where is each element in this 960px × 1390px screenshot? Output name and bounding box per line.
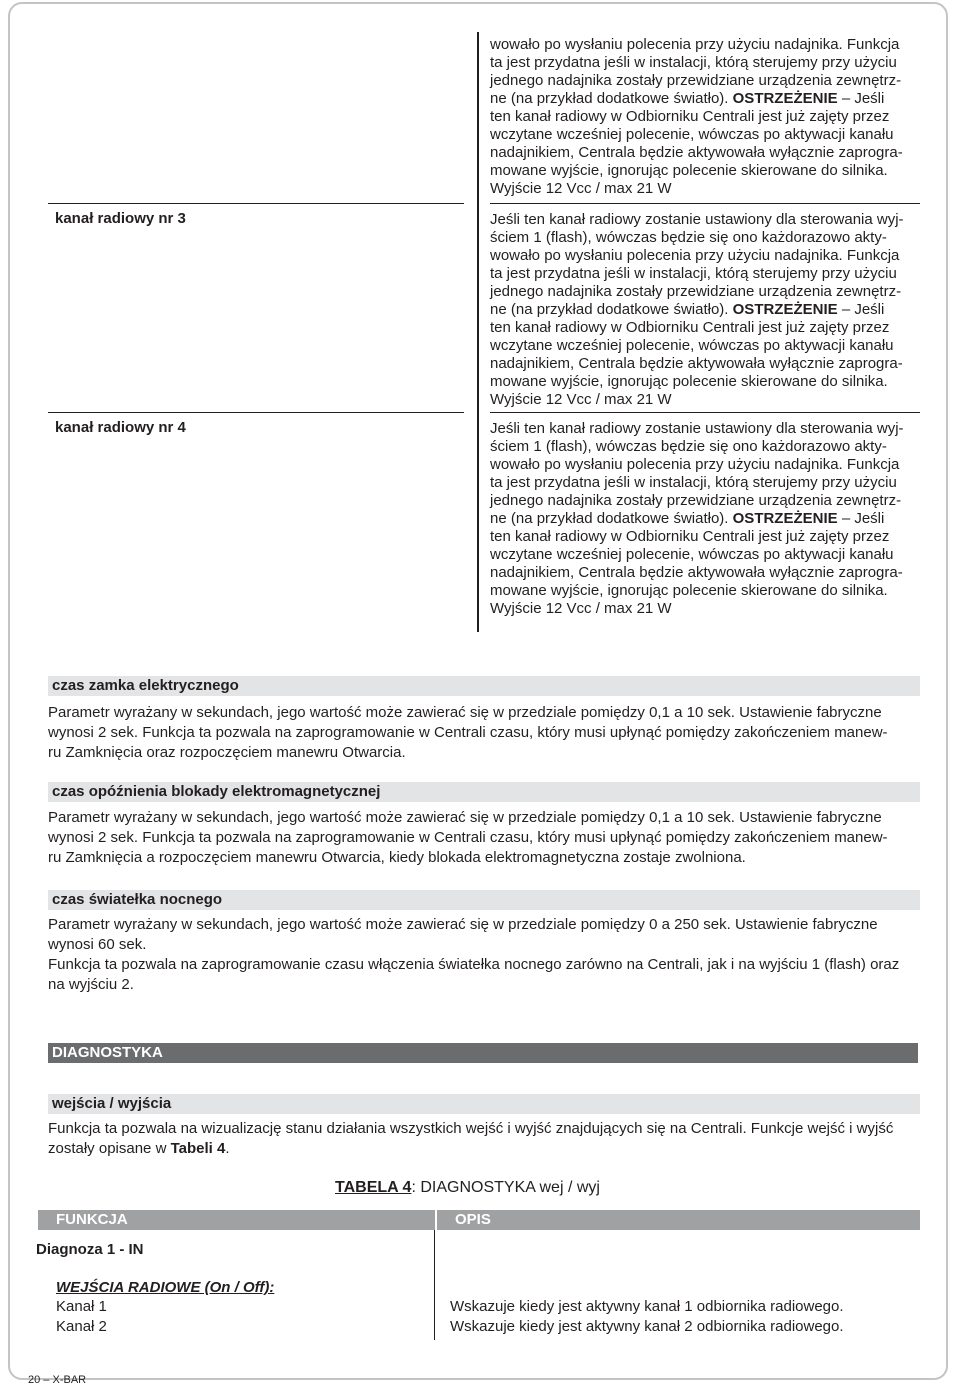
table-caption [335,1178,600,1198]
text-line: jednego nadajnika zostały przewidziane urządzenia zewnętrz- [490,72,902,89]
text-line: Funkcja ta pozwala na wizualizację stanu działania wszystkich wejść i wyjść znajdujących się na Centrali. Funkcje wejść i wyjść [48,1120,894,1137]
text-line: wowało po wysłaniu polecenia przy użyciu nadajnika. Funkcja [490,456,900,473]
text-line: ten kanał radiowy w Odbiorniku Centrali jest już zajęty przez [490,108,890,125]
section-text-electromagnetic-lock-delay [48,808,920,868]
text-fragment: zostały opisane w [48,1140,171,1157]
table-caption-number: TABELA 4 [335,1179,412,1196]
text-line: wynosi 2 sek. Funkcja ta pozwala na zaprogramowanie w Centrali czasu, który musi upłynąć pomiędzy zakończeniem manew- [48,829,888,846]
text-line: jednego nadajnika zostały przewidziane urządzenia zewnętrz- [490,492,902,509]
text-line: Wyjście 12 Vcc / max 21 W [490,180,672,197]
section-title-inputs-outputs: wejścia / wyjścia [48,1094,920,1114]
section-text-electric-lock-time [48,703,920,763]
product-name: X-BAR [52,1374,87,1386]
text-fragment: – Jeśli [837,301,885,318]
text-line: nadajnikiem, Centrala będzie aktywowała wyłącznie zaprogra- [490,355,903,372]
column-divider [477,32,479,632]
text-line: Jeśli ten kanał radiowy zostanie ustawiony dla sterowania wyj- [490,420,904,437]
text-line: wczytane wcześniej polecenie, wówczas po aktywacji kanału [490,126,894,143]
text-line [490,301,922,319]
text-line: wczytane wcześniej polecenie, wówczas po aktywacji kanału [490,546,894,563]
text-line: mowane wyjście, ignorując polecenie skierowane do silnika. [490,162,888,179]
text-line [490,90,922,108]
section-text-night-light-time [48,915,920,995]
text-line: ta jest przydatna jeśli w instalacji, którą sterujemy przy użyciu [490,474,897,491]
section-text-inputs-outputs [48,1119,920,1159]
text-line: ru Zamknięcia a rozpoczęciem manewru Otwarcia, kiedy blokada elektromagnetyczna zostaje zwolniona. [48,849,746,866]
row-separator [48,412,464,413]
text-line: Parametr wyrażany w sekundach, jego wartość może zawierać się w przedziale pomiędzy 0,1 a 10 sek. Ustawienie fabryczne [48,809,882,826]
text-fragment: ne (na przykład dodatkowe światło). [490,90,729,107]
text-line: ten kanał radiowy w Odbiorniku Centrali jest już zajęty przez [490,528,890,545]
text-line: mowane wyjście, ignorując polecenie skierowane do silnika. [490,373,888,390]
table-item-description: Wskazuje kiedy jest aktywny kanał 2 odbiornika radiowego. [450,1318,844,1335]
text-line: wczytane wcześniej polecenie, wówczas po aktywacji kanału [490,337,894,354]
text-line: wynosi 2 sek. Funkcja ta pozwala na zaprogramowanie w Centrali czasu, który musi upłynąć pomiędzy zakończeniem manew- [48,724,888,741]
text-line: Wyjście 12 Vcc / max 21 W [490,391,672,408]
text-line: ru Zamknięcia oraz rozpoczęciem manewru Otwarcia. [48,744,406,761]
text-fragment: ne (na przykład dodatkowe światło). [490,301,729,318]
channel-4-description [490,420,922,618]
text-line [48,1139,920,1159]
table-column-divider [434,1230,435,1340]
table-header-description: OPIS [437,1210,920,1230]
channel-3-label: kanał radiowy nr 3 [55,210,186,227]
table-caption-title: : DIAGNOSTYKA wej / wyj [411,1179,600,1196]
channel-3-description [490,211,922,409]
row-separator [48,203,464,204]
text-line: na wyjściu 2. [48,976,134,993]
text-line [490,510,922,528]
table-item-name: Kanał 1 [56,1298,107,1315]
warning-label: OSTRZEŻENIE [732,90,838,107]
table-item-description: Wskazuje kiedy jest aktywny kanał 1 odbiornika radiowego. [450,1298,844,1315]
diagnostics-header: DIAGNOSTYKA [48,1043,918,1063]
page-footer [28,1374,86,1387]
text-line: ta jest przydatna jeśli w instalacji, którą sterujemy przy użyciu [490,265,897,282]
channel-4-label: kanał radiowy nr 4 [55,419,186,436]
page-number: 20 [28,1374,41,1386]
text-line: Funkcja ta pozwala na zaprogramowanie czasu włączenia światełka nocnego zarówno na Centrali, jak i na wyjściu 1 (flash) oraz [48,956,900,973]
table-reference: Tabeli 4 [170,1140,226,1157]
table-group-title: WEJŚCIA RADIOWE (On / Off): [56,1279,275,1296]
text-line: Jeśli ten kanał radiowy zostanie ustawiony dla sterowania wyj- [490,211,904,228]
text-fragment: – Jeśli [837,90,885,107]
text-line: ściem 1 (flash), wówczas będzie się ono każdorazowo akty- [490,229,887,246]
text-line: jednego nadajnika zostały przewidziane urządzenia zewnętrz- [490,283,902,300]
table-header-function: FUNKCJA [38,1210,435,1230]
warning-label: OSTRZEŻENIE [732,510,838,527]
table-row-title: Diagnoza 1 - IN [36,1241,144,1258]
text-line: ściem 1 (flash), wówczas będzie się ono każdorazowo akty- [490,438,887,455]
warning-label: OSTRZEŻENIE [732,301,838,318]
row-separator [490,412,920,413]
text-line: ten kanał radiowy w Odbiorniku Centrali jest już zajęty przez [490,319,890,336]
text-line: Parametr wyrażany w sekundach, jego wartość może zawierać się w przedziale pomiędzy 0,1 a 10 sek. Ustawienie fabryczne [48,704,882,721]
section-title-electromagnetic-lock-delay: czas opóźnienia blokady elektromagnetycznej [48,782,920,802]
text-fragment: ne (na przykład dodatkowe światło). [490,510,729,527]
text-line: ta jest przydatna jeśli w instalacji, którą sterujemy przy użyciu [490,54,897,71]
text-line: nadajnikiem, Centrala będzie aktywowała wyłącznie zaprogra- [490,144,903,161]
text-line: Parametr wyrażany w sekundach, jego wartość może zawierać się w przedziale pomiędzy 0 a 250 sek. Ustawienie fabryczne [48,916,878,933]
text-line: wynosi 60 sek. [48,936,147,953]
text-line: mowane wyjście, ignorując polecenie skierowane do silnika. [490,582,888,599]
text-fragment: . [225,1140,230,1157]
section-title-night-light-time: czas światełka nocnego [48,890,920,910]
table-item-name: Kanał 2 [56,1318,107,1335]
text-line: wowało po wysłaniu polecenia przy użyciu nadajnika. Funkcja [490,36,900,53]
row-separator [490,203,920,204]
channel-2-description [490,36,922,198]
text-line: nadajnikiem, Centrala będzie aktywowała wyłącznie zaprogra- [490,564,903,581]
footer-separator: – [40,1374,53,1386]
section-title-electric-lock-time: czas zamka elektrycznego [48,676,920,696]
text-line: Wyjście 12 Vcc / max 21 W [490,600,672,617]
text-fragment: – Jeśli [837,510,885,527]
text-line: wowało po wysłaniu polecenia przy użyciu nadajnika. Funkcja [490,247,900,264]
